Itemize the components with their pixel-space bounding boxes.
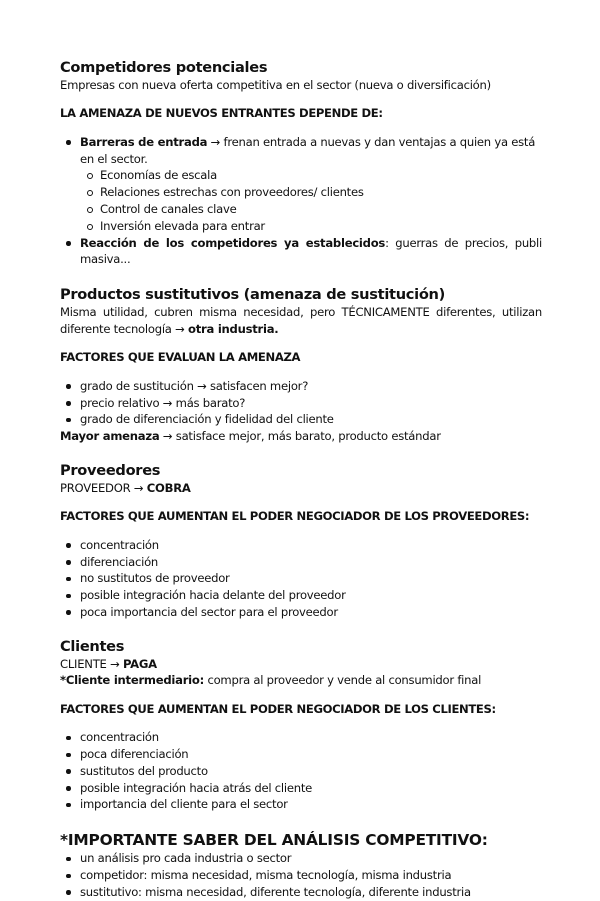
list-item: concentración [60,537,542,554]
item-bold: Reacción de los competidores ya establecidos [80,235,386,250]
caps-subheading: FACTORES QUE AUMENTAN EL PODER NEGOCIADOR DE LOS PROVEEDORES: [60,509,530,524]
sub-list-item: Economías de escala [60,167,542,184]
list-item: sustitutivo: misma necesidad, diferente tecnología, diferente industria [60,884,542,901]
list-item [60,235,542,269]
item-text: → frenan entrada a nuevas y dan ventajas a quien ya está en el sector. [80,134,536,166]
section-line [60,656,542,673]
list-item: no sustitutos de proveedor [60,570,542,587]
list-item: sustitutos del producto [60,763,542,780]
sub-list-item: Control de canales clave [60,201,542,218]
list-item: posible integración hacia delante del proveedor [60,587,542,604]
item-text: : guerras de precios, publi masiva... [80,235,542,267]
list-item: diferenciación [60,554,542,571]
intro-text: Misma utilidad, cubren misma necesidad, pero TÉCNICAMENTE diferentes, utilizan diferente tecnología → [60,305,542,336]
section-intro: Empresas con nueva oferta competitiva en el sector (nueva o diversificación) [60,78,491,92]
section-competidores-potenciales [60,59,542,268]
section-heading: Proveedores [60,461,161,479]
section-note [60,672,542,689]
section-productos-sustitutivos [60,286,542,445]
list-item: precio relativo → más barato? [60,395,542,412]
list-item: grado de sustitución → satisfacen mejor? [60,378,542,395]
note-bold: *Cliente intermediario: [60,673,205,688]
sub-list [60,167,542,234]
section-heading: Competidores potenciales [60,59,268,76]
note-text: compra al proveedor y vende al consumidor final [204,673,482,688]
outro-text: → satisface mejor, más barato, producto estándar [159,429,441,444]
item-bold: Barreras de entrada [80,134,208,149]
section-intro [60,304,542,338]
outro-bold: Mayor amenaza [60,429,160,444]
list-item: poca diferenciación [60,746,542,763]
list-item [60,134,542,235]
line-text: PROVEEDOR → [60,480,147,495]
line-text: CLIENTE → [60,656,123,671]
caps-subheading: LA AMENAZA DE NUEVOS ENTRANTES DEPENDE DE: [60,106,383,121]
section-importante [60,831,542,900]
section-proveedores [60,462,542,621]
list-item: importancia del cliente para el sector [60,796,542,813]
intro-bold: otra industria. [187,321,279,336]
line-bold: COBRA [146,480,191,495]
section-line [60,480,542,497]
list-item: posible integración hacia atrás del cliente [60,780,542,797]
section-heading: *IMPORTANTE SABER DEL ANÁLISIS COMPETITIVO: [60,831,488,850]
bullet-list [60,850,542,900]
list-item: un análisis pro cada industria o sector [60,850,542,867]
section-outro [60,428,542,445]
list-item: competidor: misma necesidad, misma tecnología, misma industria [60,867,542,884]
sub-list-item: Inversión elevada para entrar [60,218,542,235]
line-bold: PAGA [122,656,157,671]
caps-subheading: FACTORES QUE EVALUAN LA AMENAZA [60,350,301,365]
sub-list-item: Relaciones estrechas con proveedores/ clientes [60,184,542,201]
document-page [60,59,542,901]
bullet-list [60,378,542,428]
list-item: concentración [60,729,542,746]
caps-subheading: FACTORES QUE AUMENTAN EL PODER NEGOCIADOR DE LOS CLIENTES: [60,701,496,716]
bullet-list [60,537,542,621]
list-item: grado de diferenciación y fidelidad del cliente [60,411,542,428]
section-heading: Productos sustitutivos (amenaza de sustitución) [60,286,446,304]
bullet-list [60,729,542,813]
section-heading: Clientes [60,637,125,655]
list-item: poca importancia del sector para el proveedor [60,604,542,621]
section-clientes [60,638,542,814]
bullet-list [60,134,542,268]
